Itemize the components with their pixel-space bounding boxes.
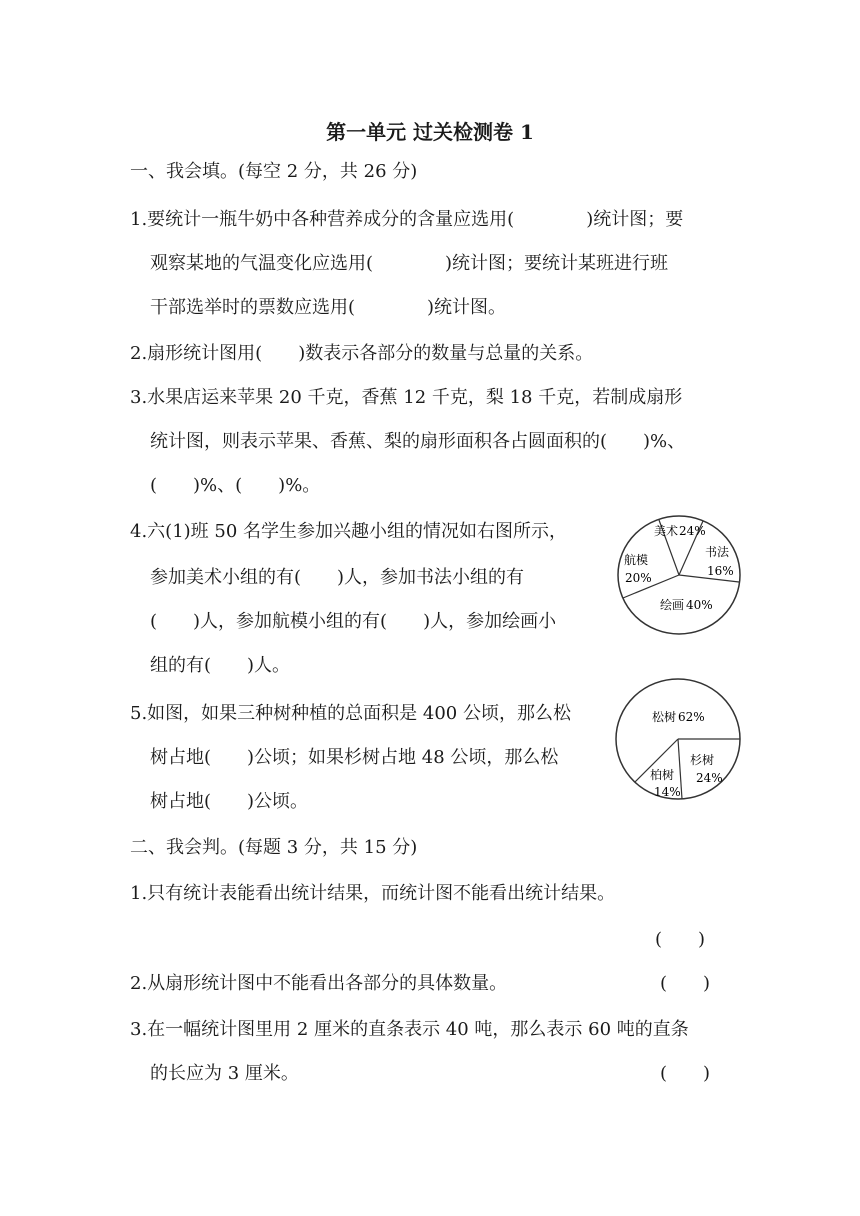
q4-line-3: ( )人，参加航模小组的有( )人，参加绘画小 <box>150 611 557 632</box>
pie2-label-baishu: 柏树 <box>650 768 675 782</box>
q4-line-1: 4.六(1)班 50 名学生参加兴趣小组的情况如右图所示， <box>130 521 568 542</box>
judge-q1-line-1: 1.只有统计表能看出统计结果，而统计图不能看出统计结果。 <box>130 883 616 904</box>
pie1-label-huihua: 绘画 <box>660 598 685 612</box>
q3-line-3: ( )%、( )%。 <box>150 475 321 496</box>
q4-line-4: 组的有( )人。 <box>150 655 291 676</box>
pie1-label-shufa: 书法 <box>705 545 730 559</box>
q3-line-2: 统计图，则表示苹果、香蕉、梨的扇形面积各占圆面积的( )%、 <box>150 431 686 452</box>
page-title: 第一单元 过关检测卷 1 <box>326 120 534 144</box>
interest-group-pie-chart <box>614 514 744 640</box>
pie1-value-hangmo: 20% <box>625 571 652 585</box>
pie1-value-huihua: 40% <box>686 598 713 612</box>
pie1-value-shufa: 16% <box>707 564 734 578</box>
q1-line-3: 干部选举时的票数应选用( )统计图。 <box>150 297 507 318</box>
judge-q2-line-1: 2.从扇形统计图中不能看出各部分的具体数量。 <box>130 973 508 994</box>
q1-line-1: 1.要统计一瓶牛奶中各种营养成分的含量应选用( )统计图；要 <box>130 209 684 230</box>
pie1-label-meishu: 美术 <box>654 524 679 538</box>
pie2-value-shanshu: 24% <box>696 771 723 785</box>
judge-q2-answer-paren: ( ) <box>660 973 711 994</box>
pie1-label-hangmo: 航模 <box>624 553 649 567</box>
section2-heading: 二、我会判。(每题 3 分，共 15 分) <box>130 837 418 858</box>
pie2-label-shanshu: 杉树 <box>690 753 715 767</box>
judge-q3-line-1: 3.在一幅统计图里用 2 厘米的直条表示 40 吨，那么表示 60 吨的直条 <box>130 1019 689 1040</box>
pie2-label-songshu: 松树 <box>652 710 677 724</box>
q2-line-1: 2.扇形统计图用( )数表示各部分的数量与总量的关系。 <box>130 343 594 364</box>
q1-line-2: 观察某地的气温变化应选用( )统计图；要统计某班进行班 <box>150 253 669 274</box>
judge-q3-answer-paren: ( ) <box>660 1063 711 1084</box>
q5-line-1: 5.如图，如果三种树种植的总面积是 400 公顷，那么松 <box>130 703 571 724</box>
judge-q3-line-2: 的长应为 3 厘米。 <box>150 1063 299 1084</box>
section1-heading: 一、我会填。(每空 2 分，共 26 分) <box>130 161 418 182</box>
q3-line-1: 3.水果店运来苹果 20 千克，香蕉 12 千克，梨 18 千克，若制成扇形 <box>130 387 683 408</box>
judge-q1-answer-paren: ( ) <box>655 929 706 950</box>
q5-line-3: 树占地( )公顷。 <box>150 791 309 812</box>
pie2-value-baishu: 14% <box>654 785 681 799</box>
pie2-value-songshu: 62% <box>678 710 705 724</box>
tree-area-pie-chart <box>612 676 746 806</box>
pie1-value-meishu: 24% <box>679 524 706 538</box>
q5-line-2: 树占地( )公顷；如果杉树占地 48 公顷，那么松 <box>150 747 559 768</box>
q4-line-2: 参加美术小组的有( )人，参加书法小组的有 <box>150 567 525 588</box>
